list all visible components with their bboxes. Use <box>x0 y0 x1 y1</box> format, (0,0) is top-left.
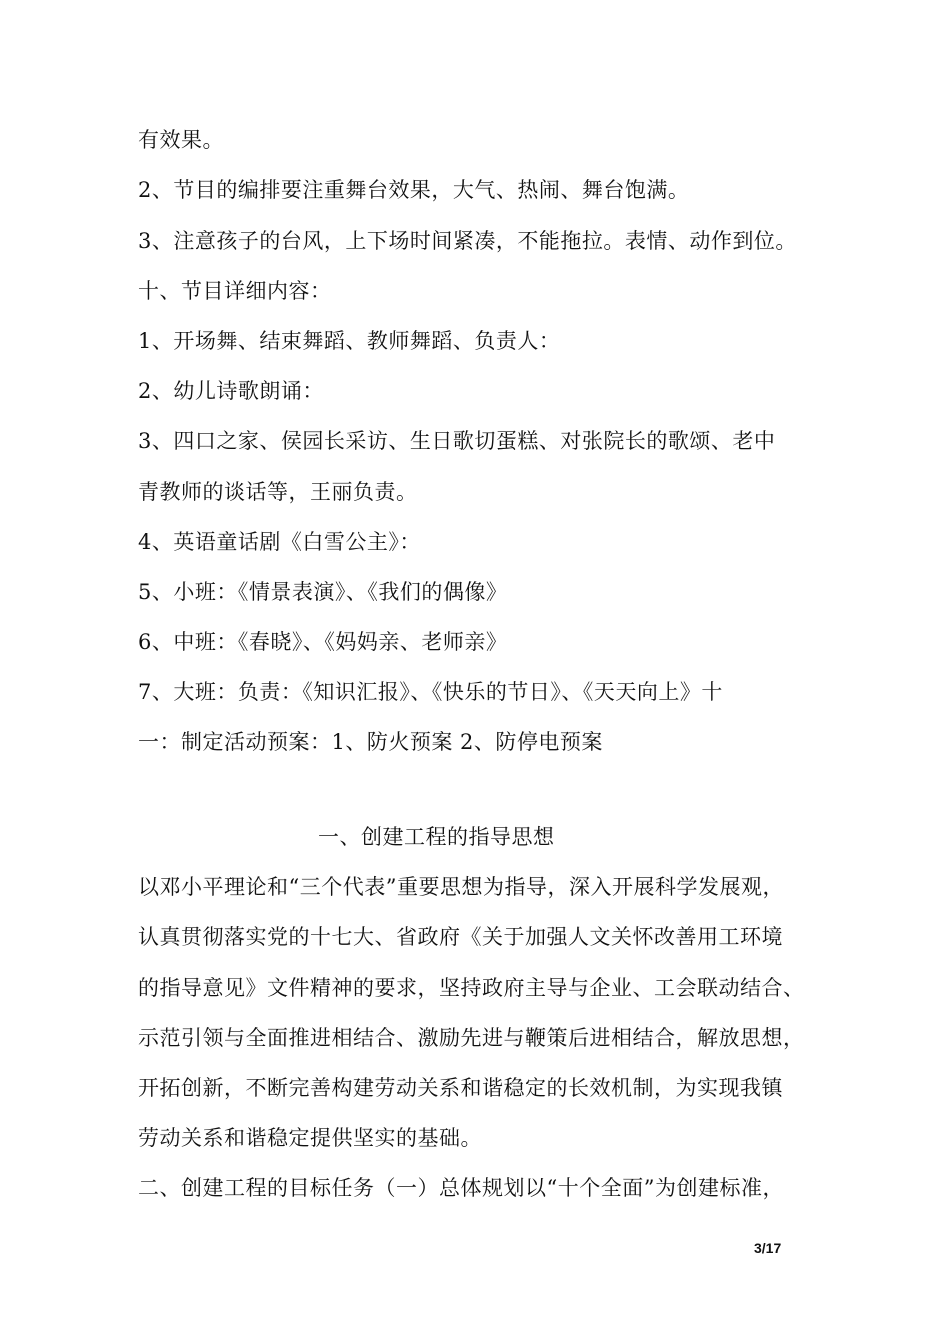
text-line: 4、英语童话剧《白雪公主》： <box>138 530 421 554</box>
text-line: 开拓创新，不断完善构建劳动关系和谐稳定的长效机制，为实现我镇 <box>138 1076 783 1100</box>
text-line: 一：制定活动预案：1、防火预案 2、防停电预案 <box>138 730 603 754</box>
text-line: 2、幼儿诗歌朗诵： <box>138 379 324 403</box>
text-line: 认真贯彻落实党的十七大、省政府《关于加强人文关怀改善用工环境 <box>138 925 783 949</box>
text-line: 以邓小平理论和“三个代表”重要思想为指导，深入开展科学发展观， <box>138 875 784 899</box>
text-line: 二、创建工程的目标任务（一）总体规划以“十个全面”为创建标准， <box>138 1176 784 1200</box>
text-line: 2、节目的编排要注重舞台效果，大气、热闹、舞台饱满。 <box>138 178 690 202</box>
text-line: 十、节目详细内容： <box>138 279 332 303</box>
text-line: 示范引领与全面推进相结合、激励先进与鞭策后进相结合，解放思想， <box>138 1026 805 1050</box>
text-line: 5、小班：《情景表演》、《我们的偶像》 <box>138 580 508 604</box>
text-line: 有效果。 <box>138 128 224 152</box>
page-number: 3/17 <box>754 1240 782 1256</box>
text-line: 的指导意见》文件精神的要求，坚持政府主导与企业、工会联动结合、 <box>138 976 805 1000</box>
section-heading: 一、创建工程的指导思想 <box>318 825 555 849</box>
text-line: 6、中班：《春晓》、《妈妈亲、老师亲》 <box>138 630 508 654</box>
text-line: 青教师的谈话等，王丽负责。 <box>138 480 418 504</box>
text-line: 7、大班：负责：《知识汇报》、《快乐的节日》、《天天向上》十 <box>138 680 723 704</box>
text-line: 劳动关系和谐稳定提供坚实的基础。 <box>138 1126 482 1150</box>
text-line: 3、四口之家、侯园长采访、生日歌切蛋糕、对张院长的歌颂、老中 <box>138 429 776 453</box>
text-line: 1、开场舞、结束舞蹈、教师舞蹈、负责人： <box>138 329 561 353</box>
text-line: 3、注意孩子的台风，上下场时间紧凑，不能拖拉。表情、动作到位。 <box>138 229 797 253</box>
